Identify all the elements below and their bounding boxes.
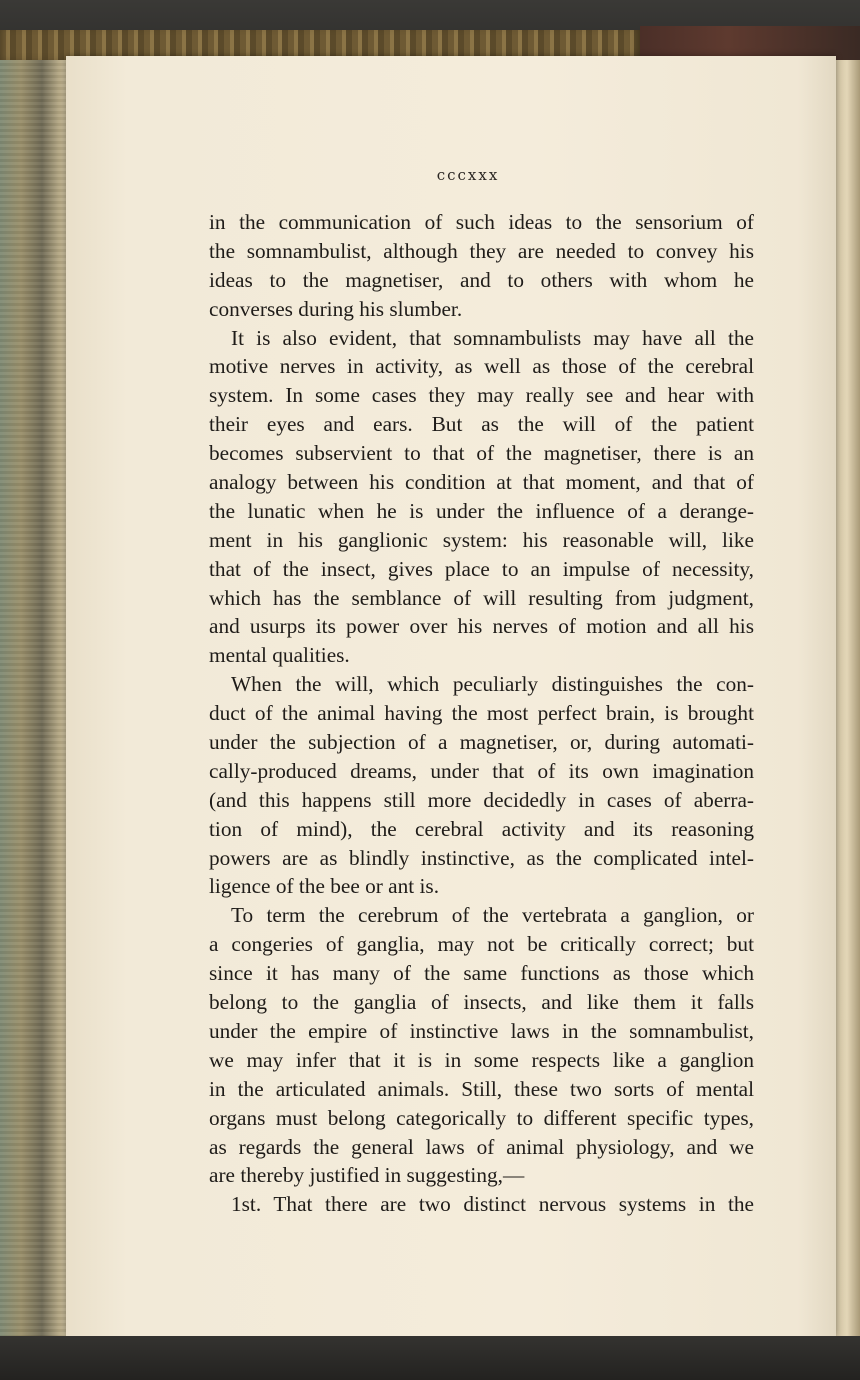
text-line: motive nerves in activity, as well as those of the cerebral	[209, 354, 754, 379]
text-line: the lunatic when he is under the influence of a derange-	[209, 498, 754, 523]
text-line: organs must belong categorically to different specific types,	[209, 1105, 754, 1130]
text-line: ligence of the bee or ant is.	[209, 874, 440, 899]
text-line: becomes subservient to that of the magnetiser, there is an	[209, 441, 754, 466]
text-line: duct of the animal having the most perfect brain, is brought	[209, 701, 754, 726]
page-number: cccxxx	[436, 166, 500, 184]
text-line: ideas to the magnetiser, and to others with whom he	[209, 267, 754, 292]
body-text	[209, 208, 754, 1219]
text-line: and usurps its power over his nerves of motion and all his	[209, 614, 754, 639]
text-line: their eyes and ears. But as the will of the patient	[209, 412, 754, 437]
text-line: that of the insect, gives place to an impulse of necessity,	[209, 556, 754, 581]
text-line: as regards the general laws of animal physiology, and we	[209, 1134, 754, 1159]
text-line: since it has many of the same functions as those which	[209, 961, 754, 986]
text-line: converses during his slumber.	[209, 296, 463, 321]
text-line: ment in his ganglionic system: his reasonable will, like	[209, 527, 754, 552]
text-line: are thereby justified in suggesting,—	[209, 1163, 525, 1188]
text-line: (and this happens still more decidedly in cases of aberra-	[209, 787, 754, 812]
text-line: belong to the ganglia of insects, and like them it falls	[209, 990, 754, 1015]
text-line: 1st. That there are two distinct nervous systems in the	[231, 1192, 754, 1217]
text-line: When the will, which peculiarly distinguishes the con-	[231, 672, 754, 697]
background-bottom	[0, 1336, 860, 1380]
text-line: under the subjection of a magnetiser, or, during automati-	[209, 730, 754, 755]
text-line: mental qualities.	[209, 643, 350, 668]
text-line: which has the semblance of will resulting from judgment,	[209, 585, 754, 610]
text-line: the somnambulist, although they are needed to convey his	[209, 238, 754, 263]
text-line: analogy between his condition at that moment, and that of	[209, 470, 754, 495]
text-line: cally-produced dreams, under that of its own imagination	[209, 758, 754, 783]
text-line: in the articulated animals. Still, these two sorts of mental	[209, 1076, 754, 1101]
text-line: tion of mind), the cerebral activity and its reasoning	[209, 816, 754, 841]
text-line: system. In some cases they may really see and hear with	[209, 383, 754, 408]
text-line: powers are as blindly instinctive, as the complicated intel-	[209, 845, 754, 870]
text-line: It is also evident, that somnambulists may have all the	[231, 325, 754, 350]
text-line: we may infer that it is in some respects like a ganglion	[209, 1047, 754, 1072]
text-line: in the communication of such ideas to the sensorium of	[209, 210, 754, 234]
text-line: a congeries of ganglia, may not be critically correct; but	[209, 932, 754, 957]
marbled-page-edges	[0, 60, 70, 1340]
page-edges-right	[834, 60, 860, 1340]
text-line: under the empire of instinctive laws in the somnambulist,	[209, 1018, 754, 1043]
text-line: To term the cerebrum of the vertebrata a ganglion, or	[231, 903, 754, 928]
